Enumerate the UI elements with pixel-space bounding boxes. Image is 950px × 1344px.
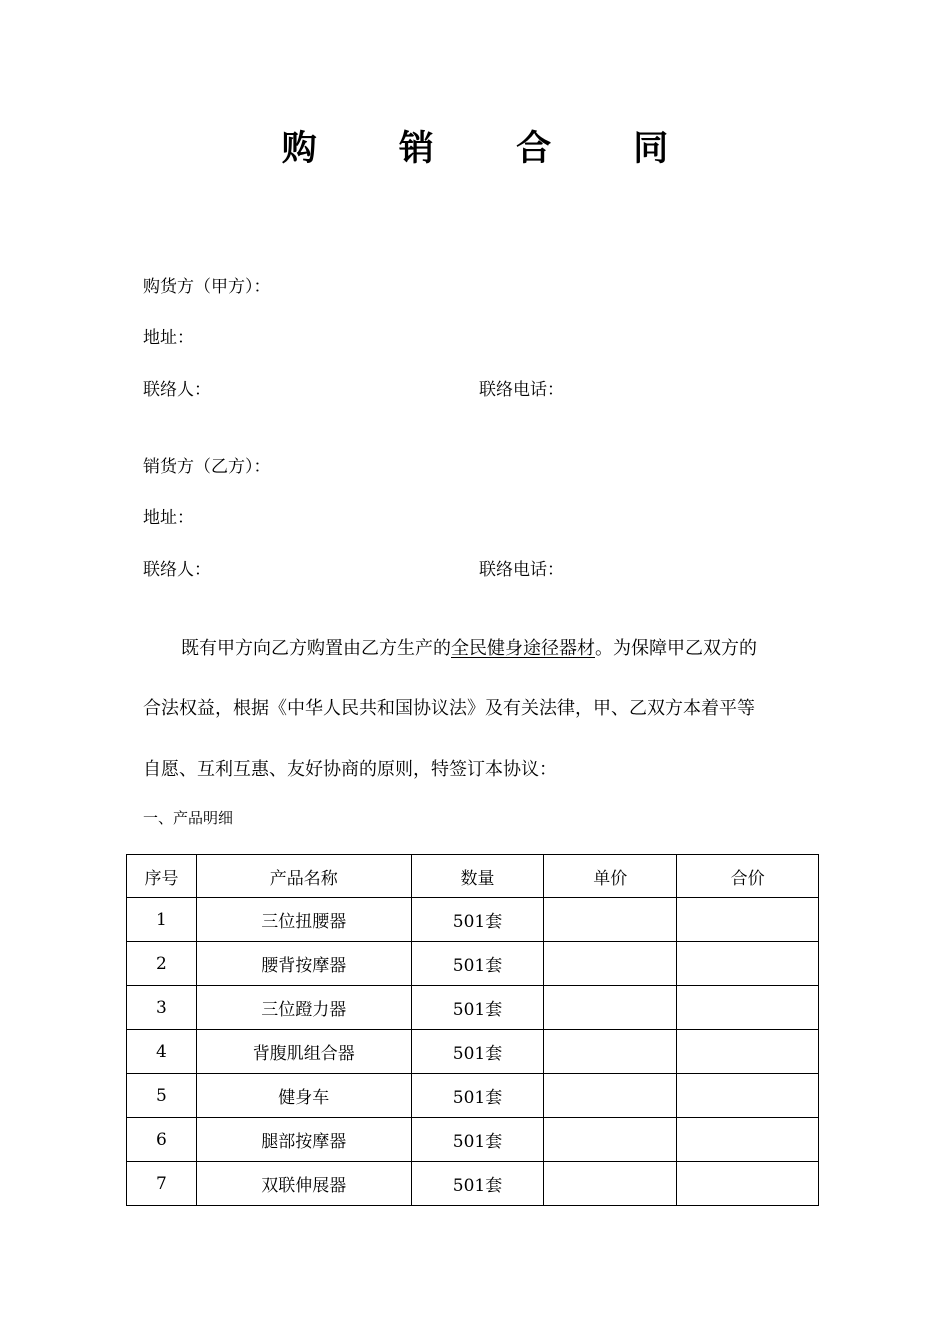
row-unit-price	[544, 1074, 677, 1118]
row-product-name: 健身车	[196, 1074, 411, 1118]
header-unit-price: 单价	[544, 855, 677, 898]
header-quantity: 数量	[411, 855, 544, 898]
row-quantity: 501套	[411, 1162, 544, 1206]
table-row	[127, 1118, 819, 1162]
row-total-price	[677, 1030, 819, 1074]
row-index: 6	[127, 1118, 197, 1162]
row-product-name: 腿部按摩器	[196, 1118, 411, 1162]
row-unit-price	[544, 1030, 677, 1074]
row-total-price	[677, 1162, 819, 1206]
row-total-price	[677, 1074, 819, 1118]
table-row	[127, 942, 819, 986]
table-row	[127, 1074, 819, 1118]
table-row	[127, 1030, 819, 1074]
row-index: 1	[127, 898, 197, 942]
table-header-row	[127, 855, 819, 898]
intro-line-1-post: 。为保障甲乙双方的	[595, 638, 757, 659]
intro-line-3: 自愿、互利互惠、友好协商的原则，特签订本协议：	[143, 759, 557, 780]
row-quantity: 501套	[411, 898, 544, 942]
intro-line-1	[181, 634, 861, 660]
table-row	[127, 898, 819, 942]
row-product-name: 腰背按摩器	[196, 942, 411, 986]
table-row	[127, 1162, 819, 1206]
row-unit-price	[544, 1162, 677, 1206]
header-product-name: 产品名称	[196, 855, 411, 898]
section-1-title: 一、产品明细	[143, 809, 234, 827]
product-name-underlined: 全民健身途径器材	[451, 638, 595, 659]
row-total-price	[677, 1118, 819, 1162]
document-title: 购 销 合 同	[281, 128, 704, 169]
row-unit-price	[544, 986, 677, 1030]
table-row	[127, 986, 819, 1030]
product-table	[126, 854, 819, 1206]
header-total-price: 合价	[677, 855, 819, 898]
seller-label: 销货方（乙方）：	[143, 457, 271, 477]
row-index: 3	[127, 986, 197, 1030]
intro-line-2: 合法权益，根据《中华人民共和国协议法》及有关法律，甲、乙双方本着平等	[143, 698, 755, 719]
seller-contact-label: 联络人：	[143, 560, 211, 580]
buyer-label: 购货方（甲方）：	[143, 277, 271, 297]
row-unit-price	[544, 942, 677, 986]
row-total-price	[677, 986, 819, 1030]
row-quantity: 501套	[411, 1118, 544, 1162]
row-quantity: 501套	[411, 942, 544, 986]
row-quantity: 501套	[411, 986, 544, 1030]
buyer-phone-label: 联络电话：	[479, 380, 564, 400]
row-unit-price	[544, 1118, 677, 1162]
intro-line-1-pre: 既有甲方向乙方购置由乙方生产的	[181, 638, 451, 659]
row-index: 4	[127, 1030, 197, 1074]
header-index: 序号	[127, 855, 197, 898]
row-product-name: 背腹肌组合器	[196, 1030, 411, 1074]
row-quantity: 501套	[411, 1074, 544, 1118]
seller-address-label: 地址：	[143, 508, 194, 528]
seller-phone-label: 联络电话：	[479, 560, 564, 580]
row-product-name: 三位扭腰器	[196, 898, 411, 942]
row-index: 7	[127, 1162, 197, 1206]
buyer-contact-label: 联络人：	[143, 380, 211, 400]
row-index: 2	[127, 942, 197, 986]
row-unit-price	[544, 898, 677, 942]
row-total-price	[677, 942, 819, 986]
buyer-address-label: 地址：	[143, 328, 194, 348]
row-product-name: 三位蹬力器	[196, 986, 411, 1030]
row-quantity: 501套	[411, 1030, 544, 1074]
row-index: 5	[127, 1074, 197, 1118]
row-product-name: 双联伸展器	[196, 1162, 411, 1206]
row-total-price	[677, 898, 819, 942]
